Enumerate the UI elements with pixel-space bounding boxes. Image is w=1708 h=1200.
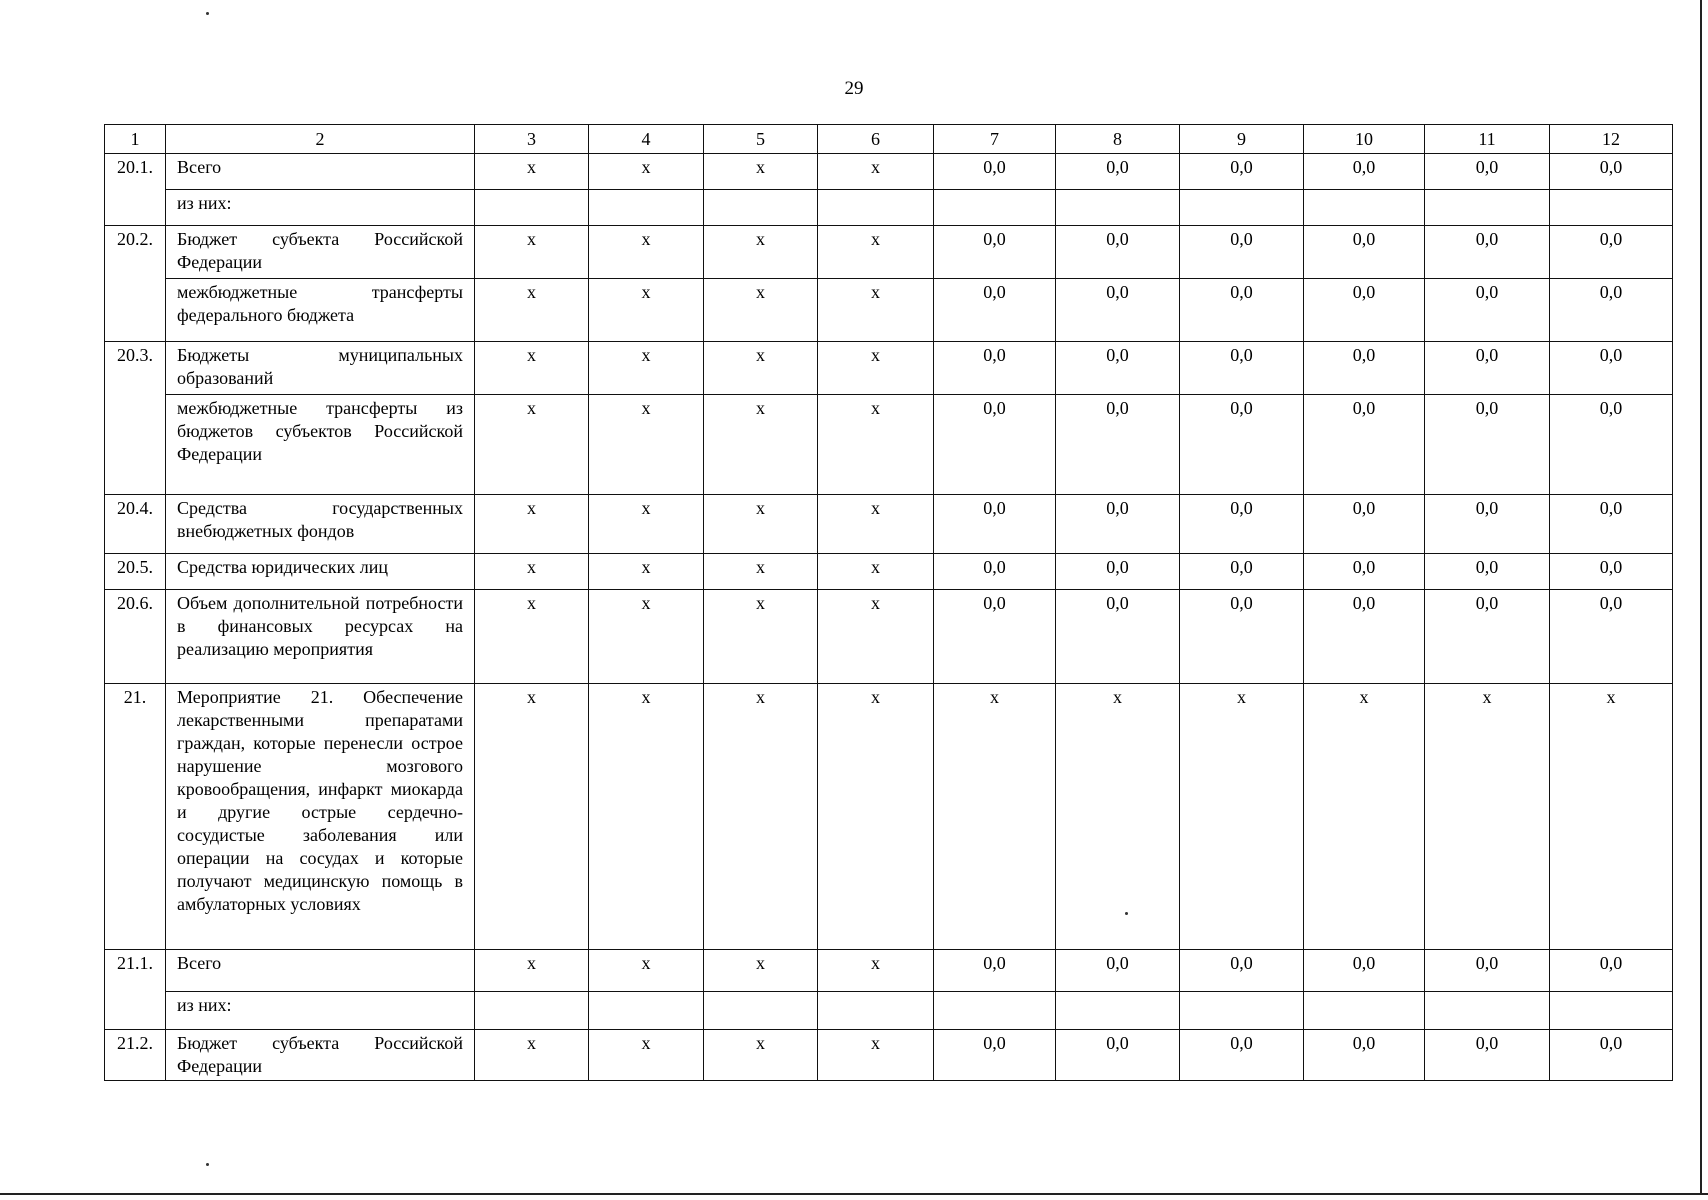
cell-value: 0,0 <box>1550 342 1673 395</box>
cell-value: 0,0 <box>1425 554 1550 590</box>
row-number: 20.5. <box>105 554 166 590</box>
cell-value: х <box>818 1030 934 1081</box>
cell-value: х <box>704 226 818 279</box>
row-number: 20.4. <box>105 495 166 554</box>
cell-value: х <box>475 279 589 342</box>
cell-value: х <box>1304 684 1425 950</box>
cell-value: 0,0 <box>1550 154 1673 190</box>
column-header: 9 <box>1180 125 1304 154</box>
cell-value: 0,0 <box>1056 590 1180 684</box>
cell-value: х <box>704 950 818 992</box>
cell-value: 0,0 <box>1056 342 1180 395</box>
cell-value: х <box>589 684 704 950</box>
cell-value: х <box>475 495 589 554</box>
budget-table <box>104 124 1673 1081</box>
cell-value: х <box>589 554 704 590</box>
cell-value: х <box>475 154 589 190</box>
cell-value: 0,0 <box>1056 226 1180 279</box>
cell-value: 0,0 <box>1425 950 1550 992</box>
table-row <box>105 684 1673 950</box>
cell-value: х <box>475 395 589 495</box>
cell-value: 0,0 <box>1304 495 1425 554</box>
cell-value: 0,0 <box>1180 554 1304 590</box>
cell-value <box>1550 992 1673 1030</box>
cell-value: х <box>704 395 818 495</box>
cell-value: 0,0 <box>1180 1030 1304 1081</box>
row-number: 21.1. <box>105 950 166 1030</box>
table-row <box>105 590 1673 684</box>
cell-value: 0,0 <box>934 590 1056 684</box>
row-label: Всего <box>166 154 475 190</box>
table-row <box>105 395 1673 495</box>
cell-value: х <box>704 684 818 950</box>
cell-value: 0,0 <box>1180 395 1304 495</box>
cell-value: х <box>704 342 818 395</box>
scan-speck <box>1125 912 1128 915</box>
cell-value: х <box>818 342 934 395</box>
cell-value: х <box>475 590 589 684</box>
row-label: из них: <box>166 190 475 226</box>
row-number: 20.6. <box>105 590 166 684</box>
column-header: 7 <box>934 125 1056 154</box>
cell-value: 0,0 <box>1550 950 1673 992</box>
cell-value <box>1180 992 1304 1030</box>
column-header: 10 <box>1304 125 1425 154</box>
cell-value: х <box>818 495 934 554</box>
cell-value: 0,0 <box>1550 590 1673 684</box>
cell-value: х <box>1550 684 1673 950</box>
cell-value: 0,0 <box>934 495 1056 554</box>
cell-value: х <box>818 279 934 342</box>
cell-value <box>1056 992 1180 1030</box>
cell-value: 0,0 <box>1056 154 1180 190</box>
column-header: 6 <box>818 125 934 154</box>
table-row <box>105 279 1673 342</box>
cell-value: х <box>589 342 704 395</box>
table-row <box>105 342 1673 395</box>
cell-value: 0,0 <box>934 950 1056 992</box>
header-row <box>105 125 1673 154</box>
cell-value: 0,0 <box>1425 495 1550 554</box>
cell-value <box>589 190 704 226</box>
cell-value <box>1180 190 1304 226</box>
cell-value: х <box>1056 684 1180 950</box>
scan-speck <box>206 1163 209 1166</box>
cell-value: 0,0 <box>934 1030 1056 1081</box>
cell-value: х <box>818 950 934 992</box>
cell-value: 0,0 <box>1056 1030 1180 1081</box>
row-number: 20.2. <box>105 226 166 342</box>
cell-value: 0,0 <box>1180 590 1304 684</box>
cell-value: 0,0 <box>1425 154 1550 190</box>
cell-value <box>475 190 589 226</box>
column-header: 3 <box>475 125 589 154</box>
table-row <box>105 190 1673 226</box>
cell-value <box>475 992 589 1030</box>
cell-value: х <box>818 590 934 684</box>
row-label: Бюджет субъекта Российской Федерации <box>166 226 475 279</box>
cell-value: х <box>589 154 704 190</box>
page-bottom-border <box>0 1193 1708 1195</box>
cell-value: х <box>589 279 704 342</box>
row-number: 20.1. <box>105 154 166 226</box>
cell-value: х <box>475 554 589 590</box>
cell-value: х <box>704 554 818 590</box>
cell-value: х <box>704 154 818 190</box>
cell-value: 0,0 <box>934 279 1056 342</box>
cell-value: 0,0 <box>1304 279 1425 342</box>
row-label: из них: <box>166 992 475 1030</box>
column-header: 4 <box>589 125 704 154</box>
cell-value: 0,0 <box>1180 950 1304 992</box>
cell-value: 0,0 <box>1180 495 1304 554</box>
cell-value: 0,0 <box>1425 226 1550 279</box>
cell-value <box>589 992 704 1030</box>
row-label: Мероприятие 21. Обеспечение лекарственными препаратами граждан, которые перенесли острое нарушение мозгового кровообращения, инфаркт миокарда и другие острые сердечно-сосудистые заболевания или операции на сосудах и которые получают медицинскую помощь в амбулаторных условиях <box>166 684 475 950</box>
column-header: 1 <box>105 125 166 154</box>
row-number: 21.2. <box>105 1030 166 1081</box>
cell-value: 0,0 <box>934 554 1056 590</box>
column-header: 12 <box>1550 125 1673 154</box>
cell-value: х <box>475 226 589 279</box>
cell-value: 0,0 <box>1056 554 1180 590</box>
cell-value: х <box>818 684 934 950</box>
cell-value: 0,0 <box>1180 279 1304 342</box>
row-label: Бюджеты муниципальных образований <box>166 342 475 395</box>
cell-value: х <box>934 684 1056 950</box>
page-number: 29 <box>844 78 864 99</box>
cell-value: х <box>475 950 589 992</box>
cell-value <box>1425 190 1550 226</box>
cell-value: 0,0 <box>1425 342 1550 395</box>
cell-value: 0,0 <box>1304 554 1425 590</box>
cell-value: х <box>475 342 589 395</box>
cell-value: х <box>589 590 704 684</box>
cell-value <box>1304 190 1425 226</box>
table-body <box>105 125 1673 1081</box>
cell-value <box>1425 992 1550 1030</box>
cell-value: 0,0 <box>1056 279 1180 342</box>
cell-value <box>934 190 1056 226</box>
table-row <box>105 154 1673 190</box>
cell-value: 0,0 <box>1304 1030 1425 1081</box>
column-header: 11 <box>1425 125 1550 154</box>
table-row <box>105 495 1673 554</box>
cell-value <box>1550 190 1673 226</box>
cell-value: 0,0 <box>1180 226 1304 279</box>
cell-value <box>818 992 934 1030</box>
cell-value: 0,0 <box>934 226 1056 279</box>
cell-value <box>704 190 818 226</box>
column-header: 2 <box>166 125 475 154</box>
cell-value <box>704 992 818 1030</box>
scan-speck <box>206 12 209 15</box>
cell-value: 0,0 <box>1550 226 1673 279</box>
cell-value: х <box>1425 684 1550 950</box>
cell-value: 0,0 <box>1180 154 1304 190</box>
cell-value: 0,0 <box>1304 395 1425 495</box>
cell-value: х <box>1180 684 1304 950</box>
cell-value: х <box>818 154 934 190</box>
cell-value: 0,0 <box>1550 554 1673 590</box>
cell-value: х <box>589 226 704 279</box>
cell-value: 0,0 <box>1304 950 1425 992</box>
cell-value <box>818 190 934 226</box>
row-label: Бюджет субъекта Российской Федерации <box>166 1030 475 1081</box>
cell-value: 0,0 <box>1550 395 1673 495</box>
cell-value: 0,0 <box>1425 1030 1550 1081</box>
cell-value <box>1056 190 1180 226</box>
row-label: Объем дополнительной потребности в финансовых ресурсах на реализацию мероприятия <box>166 590 475 684</box>
cell-value: х <box>589 495 704 554</box>
cell-value: х <box>589 1030 704 1081</box>
cell-value: 0,0 <box>934 342 1056 395</box>
cell-value: х <box>475 684 589 950</box>
table-row <box>105 950 1673 992</box>
cell-value <box>1304 992 1425 1030</box>
cell-value: х <box>704 1030 818 1081</box>
cell-value: 0,0 <box>1425 395 1550 495</box>
table-row <box>105 992 1673 1030</box>
column-header: 5 <box>704 125 818 154</box>
row-number: 21. <box>105 684 166 950</box>
cell-value: х <box>704 279 818 342</box>
cell-value: х <box>818 554 934 590</box>
page-right-border <box>1700 0 1702 1195</box>
row-label: Средства государственных внебюджетных фондов <box>166 495 475 554</box>
cell-value: 0,0 <box>1425 279 1550 342</box>
cell-value: 0,0 <box>1180 342 1304 395</box>
cell-value: 0,0 <box>1550 1030 1673 1081</box>
cell-value: 0,0 <box>934 395 1056 495</box>
cell-value: х <box>475 1030 589 1081</box>
cell-value: 0,0 <box>1304 154 1425 190</box>
cell-value: 0,0 <box>1550 495 1673 554</box>
cell-value: х <box>704 590 818 684</box>
cell-value <box>934 992 1056 1030</box>
cell-value: х <box>818 226 934 279</box>
row-number: 20.3. <box>105 342 166 495</box>
column-header: 8 <box>1056 125 1180 154</box>
cell-value: 0,0 <box>1304 226 1425 279</box>
cell-value: 0,0 <box>1425 590 1550 684</box>
cell-value: х <box>589 950 704 992</box>
cell-value: 0,0 <box>1056 950 1180 992</box>
cell-value: 0,0 <box>1550 279 1673 342</box>
row-label: Средства юридических лиц <box>166 554 475 590</box>
cell-value: х <box>589 395 704 495</box>
cell-value: 0,0 <box>1056 495 1180 554</box>
cell-value: 0,0 <box>934 154 1056 190</box>
cell-value: х <box>704 495 818 554</box>
row-label: межбюджетные трансферты из бюджетов субъектов Российской Федерации <box>166 395 475 495</box>
table-row <box>105 554 1673 590</box>
cell-value: 0,0 <box>1304 342 1425 395</box>
table-row <box>105 226 1673 279</box>
table-row <box>105 1030 1673 1081</box>
row-label: межбюджетные трансферты федерального бюджета <box>166 279 475 342</box>
cell-value: 0,0 <box>1056 395 1180 495</box>
cell-value: 0,0 <box>1304 590 1425 684</box>
cell-value: х <box>818 395 934 495</box>
row-label: Всего <box>166 950 475 992</box>
